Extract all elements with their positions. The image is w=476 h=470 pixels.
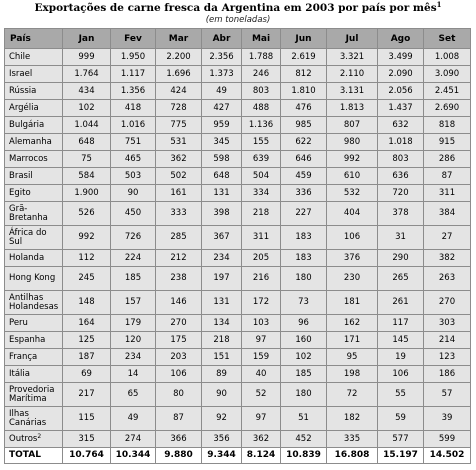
value-cell: 610 xyxy=(327,168,378,185)
table-row xyxy=(5,383,471,407)
value-cell: 205 xyxy=(242,250,281,267)
value-cell: 648 xyxy=(202,168,242,185)
country-name: Grã-Bretanha xyxy=(9,203,48,223)
value-cell: 274 xyxy=(111,431,156,448)
country-cell xyxy=(5,250,63,267)
value-cell: 424 xyxy=(156,83,202,100)
value-cell: 503 xyxy=(111,168,156,185)
country-cell xyxy=(5,226,63,250)
value-cell: 31 xyxy=(378,226,424,250)
value-cell: 90 xyxy=(111,185,156,202)
header-cell-month: Fev xyxy=(111,29,156,49)
header-cell-country: País xyxy=(5,29,63,49)
country-cell xyxy=(5,185,63,202)
value-cell: 120 xyxy=(111,332,156,349)
table-row xyxy=(5,134,471,151)
value-cell: 404 xyxy=(327,202,378,226)
value-cell: 185 xyxy=(111,267,156,291)
value-cell: 134 xyxy=(202,315,242,332)
value-cell: 1.044 xyxy=(63,117,111,134)
total-value-cell: 16.808 xyxy=(327,448,378,464)
value-cell: 646 xyxy=(281,151,327,168)
country-cell xyxy=(5,49,63,66)
value-cell: 87 xyxy=(424,168,471,185)
country-cell xyxy=(5,332,63,349)
table-row xyxy=(5,83,471,100)
country-name: Marrocos xyxy=(9,153,48,164)
value-cell: 636 xyxy=(378,168,424,185)
value-cell: 1.373 xyxy=(202,66,242,83)
value-cell: 95 xyxy=(327,349,378,366)
value-cell: 261 xyxy=(378,291,424,315)
total-value-cell: 9.880 xyxy=(156,448,202,464)
value-cell: 181 xyxy=(327,291,378,315)
value-cell: 1.950 xyxy=(111,49,156,66)
value-cell: 106 xyxy=(327,226,378,250)
value-cell: 131 xyxy=(202,185,242,202)
value-cell: 197 xyxy=(202,267,242,291)
country-cell xyxy=(5,117,63,134)
value-cell: 803 xyxy=(378,151,424,168)
value-cell: 367 xyxy=(202,226,242,250)
total-value-cell: 8.124 xyxy=(242,448,281,464)
value-cell: 812 xyxy=(281,66,327,83)
country-name: Antilhas Holandesas xyxy=(9,292,59,312)
country-cell xyxy=(5,202,63,226)
country-name: Egito xyxy=(9,187,31,198)
header-cell-month: Jun xyxy=(281,29,327,49)
value-cell: 807 xyxy=(327,117,378,134)
value-cell: 1.018 xyxy=(378,134,424,151)
table-body xyxy=(5,49,471,464)
value-cell: 39 xyxy=(424,407,471,431)
table-row xyxy=(5,332,471,349)
value-cell: 502 xyxy=(156,168,202,185)
table-row xyxy=(5,185,471,202)
value-cell: 2.356 xyxy=(202,49,242,66)
value-cell: 3.131 xyxy=(327,83,378,100)
table-row xyxy=(5,49,471,66)
value-cell: 980 xyxy=(327,134,378,151)
table-row xyxy=(5,117,471,134)
value-cell: 751 xyxy=(111,134,156,151)
value-cell: 69 xyxy=(63,366,111,383)
value-cell: 1.437 xyxy=(378,100,424,117)
value-cell: 384 xyxy=(424,202,471,226)
value-cell: 106 xyxy=(156,366,202,383)
value-cell: 203 xyxy=(156,349,202,366)
total-label: TOTAL xyxy=(5,448,63,464)
value-cell: 311 xyxy=(242,226,281,250)
value-cell: 504 xyxy=(242,168,281,185)
total-value-cell: 9.344 xyxy=(202,448,242,464)
value-cell: 726 xyxy=(111,226,156,250)
header-cell-month: Mar xyxy=(156,29,202,49)
value-cell: 1.008 xyxy=(424,49,471,66)
value-cell: 65 xyxy=(111,383,156,407)
value-cell: 106 xyxy=(378,366,424,383)
value-cell: 145 xyxy=(378,332,424,349)
value-cell: 356 xyxy=(202,431,242,448)
value-cell: 117 xyxy=(378,315,424,332)
value-cell: 246 xyxy=(242,66,281,83)
value-cell: 450 xyxy=(111,202,156,226)
header-cell-month: Jan xyxy=(63,29,111,49)
title-footnote-marker: 1 xyxy=(436,0,442,9)
value-cell: 125 xyxy=(63,332,111,349)
value-cell: 227 xyxy=(281,202,327,226)
value-cell: 97 xyxy=(242,407,281,431)
country-name: Provedoria Marítima xyxy=(9,384,55,404)
value-cell: 1.696 xyxy=(156,66,202,83)
value-cell: 362 xyxy=(242,431,281,448)
value-cell: 263 xyxy=(424,267,471,291)
country-cell xyxy=(5,151,63,168)
value-cell: 818 xyxy=(424,117,471,134)
value-cell: 73 xyxy=(281,291,327,315)
value-cell: 212 xyxy=(156,250,202,267)
country-name: França xyxy=(9,351,38,362)
value-cell: 362 xyxy=(156,151,202,168)
value-cell: 465 xyxy=(111,151,156,168)
value-cell: 49 xyxy=(111,407,156,431)
value-cell: 1.136 xyxy=(242,117,281,134)
value-cell: 376 xyxy=(327,250,378,267)
country-cell xyxy=(5,267,63,291)
value-cell: 245 xyxy=(63,267,111,291)
country-cell xyxy=(5,407,63,431)
table-row xyxy=(5,366,471,383)
value-cell: 992 xyxy=(63,226,111,250)
value-cell: 1.016 xyxy=(111,117,156,134)
value-cell: 418 xyxy=(111,100,156,117)
value-cell: 92 xyxy=(202,407,242,431)
total-value-cell: 10.764 xyxy=(63,448,111,464)
value-cell: 985 xyxy=(281,117,327,134)
value-cell: 622 xyxy=(281,134,327,151)
value-cell: 183 xyxy=(281,250,327,267)
value-cell: 218 xyxy=(202,332,242,349)
value-cell: 198 xyxy=(327,366,378,383)
total-value-cell: 10.344 xyxy=(111,448,156,464)
table-title xyxy=(0,2,476,14)
value-cell: 2.056 xyxy=(378,83,424,100)
value-cell: 131 xyxy=(202,291,242,315)
value-cell: 51 xyxy=(281,407,327,431)
value-cell: 148 xyxy=(63,291,111,315)
value-cell: 265 xyxy=(378,267,424,291)
value-cell: 285 xyxy=(156,226,202,250)
value-cell: 2.690 xyxy=(424,100,471,117)
country-cell xyxy=(5,349,63,366)
value-cell: 187 xyxy=(63,349,111,366)
value-cell: 182 xyxy=(327,407,378,431)
country-name: Chile xyxy=(9,51,31,62)
country-cell xyxy=(5,168,63,185)
value-cell: 427 xyxy=(202,100,242,117)
country-name: Holanda xyxy=(9,252,45,263)
value-cell: 185 xyxy=(281,366,327,383)
value-cell: 103 xyxy=(242,315,281,332)
value-cell: 97 xyxy=(242,332,281,349)
value-cell: 959 xyxy=(202,117,242,134)
value-cell: 179 xyxy=(111,315,156,332)
value-cell: 90 xyxy=(202,383,242,407)
value-cell: 40 xyxy=(242,366,281,383)
country-name: Peru xyxy=(9,317,28,328)
value-cell: 234 xyxy=(202,250,242,267)
value-cell: 2.451 xyxy=(424,83,471,100)
value-cell: 311 xyxy=(424,185,471,202)
value-cell: 171 xyxy=(327,332,378,349)
country-cell xyxy=(5,291,63,315)
table-row xyxy=(5,250,471,267)
table-row xyxy=(5,168,471,185)
country-name: Ilhas Canárias xyxy=(9,408,47,428)
value-cell: 1.810 xyxy=(281,83,327,100)
header-cell-month: Ago xyxy=(378,29,424,49)
value-cell: 720 xyxy=(378,185,424,202)
value-cell: 270 xyxy=(424,291,471,315)
country-cell xyxy=(5,83,63,100)
table-row xyxy=(5,407,471,431)
value-cell: 180 xyxy=(281,383,327,407)
country-name: Itália xyxy=(9,368,30,379)
value-cell: 1.117 xyxy=(111,66,156,83)
value-cell: 57 xyxy=(424,383,471,407)
value-cell: 335 xyxy=(327,431,378,448)
value-cell: 459 xyxy=(281,168,327,185)
value-cell: 476 xyxy=(281,100,327,117)
total-value-cell: 15.197 xyxy=(378,448,424,464)
value-cell: 366 xyxy=(156,431,202,448)
total-row xyxy=(5,448,471,464)
value-cell: 160 xyxy=(281,332,327,349)
value-cell: 434 xyxy=(63,83,111,100)
value-cell: 224 xyxy=(111,250,156,267)
value-cell: 217 xyxy=(63,383,111,407)
value-cell: 1.900 xyxy=(63,185,111,202)
value-cell: 162 xyxy=(327,315,378,332)
value-cell: 123 xyxy=(424,349,471,366)
table-row xyxy=(5,151,471,168)
value-cell: 175 xyxy=(156,332,202,349)
value-cell: 80 xyxy=(156,383,202,407)
value-cell: 532 xyxy=(327,185,378,202)
value-cell: 1.788 xyxy=(242,49,281,66)
value-cell: 3.499 xyxy=(378,49,424,66)
value-cell: 632 xyxy=(378,117,424,134)
value-cell: 72 xyxy=(327,383,378,407)
value-cell: 334 xyxy=(242,185,281,202)
value-cell: 216 xyxy=(242,267,281,291)
table-row xyxy=(5,315,471,332)
value-cell: 96 xyxy=(281,315,327,332)
value-cell: 599 xyxy=(424,431,471,448)
country-cell xyxy=(5,315,63,332)
table-row xyxy=(5,267,471,291)
table-row xyxy=(5,226,471,250)
value-cell: 161 xyxy=(156,185,202,202)
table-row xyxy=(5,431,471,448)
value-cell: 992 xyxy=(327,151,378,168)
total-value-cell: 10.839 xyxy=(281,448,327,464)
value-cell: 2.619 xyxy=(281,49,327,66)
country-name: Argélia xyxy=(9,102,39,113)
value-cell: 452 xyxy=(281,431,327,448)
header-cell-month: Abr xyxy=(202,29,242,49)
value-cell: 19 xyxy=(378,349,424,366)
country-name: Hong Kong xyxy=(9,273,56,283)
value-cell: 728 xyxy=(156,100,202,117)
country-name: Outros xyxy=(9,433,38,444)
value-cell: 183 xyxy=(281,226,327,250)
value-cell: 59 xyxy=(378,407,424,431)
value-cell: 382 xyxy=(424,250,471,267)
value-cell: 775 xyxy=(156,117,202,134)
value-cell: 102 xyxy=(63,100,111,117)
value-cell: 3.321 xyxy=(327,49,378,66)
value-cell: 270 xyxy=(156,315,202,332)
country-cell xyxy=(5,366,63,383)
value-cell: 146 xyxy=(156,291,202,315)
table-row xyxy=(5,66,471,83)
country-cell xyxy=(5,134,63,151)
value-cell: 172 xyxy=(242,291,281,315)
value-cell: 112 xyxy=(63,250,111,267)
value-cell: 151 xyxy=(202,349,242,366)
value-cell: 27 xyxy=(424,226,471,250)
country-name: Espanha xyxy=(9,334,46,345)
table-title-text: Exportações de carne fresca da Argentina em 2003 por país por mês xyxy=(34,2,437,14)
value-cell: 1.764 xyxy=(63,66,111,83)
value-cell: 155 xyxy=(242,134,281,151)
value-cell: 180 xyxy=(281,267,327,291)
country-name: Brasil xyxy=(9,170,33,181)
country-footnote-marker: 2 xyxy=(37,432,42,440)
country-name: Alemanha xyxy=(9,136,52,147)
value-cell: 1.356 xyxy=(111,83,156,100)
table-subtitle: (em toneladas) xyxy=(205,15,271,25)
table-row xyxy=(5,349,471,366)
value-cell: 584 xyxy=(63,168,111,185)
value-cell: 378 xyxy=(378,202,424,226)
value-cell: 214 xyxy=(424,332,471,349)
value-cell: 52 xyxy=(242,383,281,407)
value-cell: 238 xyxy=(156,267,202,291)
value-cell: 2.090 xyxy=(378,66,424,83)
value-cell: 488 xyxy=(242,100,281,117)
value-cell: 648 xyxy=(63,134,111,151)
value-cell: 14 xyxy=(111,366,156,383)
header-row xyxy=(5,29,471,49)
value-cell: 2.200 xyxy=(156,49,202,66)
header-cell-month: Set xyxy=(424,29,471,49)
value-cell: 803 xyxy=(242,83,281,100)
total-value-cell: 14.502 xyxy=(424,448,471,464)
exports-table xyxy=(4,28,471,464)
value-cell: 3.090 xyxy=(424,66,471,83)
value-cell: 526 xyxy=(63,202,111,226)
value-cell: 336 xyxy=(281,185,327,202)
value-cell: 333 xyxy=(156,202,202,226)
country-cell xyxy=(5,383,63,407)
value-cell: 345 xyxy=(202,134,242,151)
table-row xyxy=(5,100,471,117)
value-cell: 639 xyxy=(242,151,281,168)
country-name: Bulgária xyxy=(9,119,45,130)
value-cell: 230 xyxy=(327,267,378,291)
value-cell: 157 xyxy=(111,291,156,315)
country-cell xyxy=(5,66,63,83)
value-cell: 303 xyxy=(424,315,471,332)
country-name: Rússia xyxy=(9,85,37,96)
value-cell: 2.110 xyxy=(327,66,378,83)
header-cell-month: Mai xyxy=(242,29,281,49)
value-cell: 102 xyxy=(281,349,327,366)
value-cell: 915 xyxy=(424,134,471,151)
value-cell: 398 xyxy=(202,202,242,226)
value-cell: 115 xyxy=(63,407,111,431)
value-cell: 55 xyxy=(378,383,424,407)
value-cell: 75 xyxy=(63,151,111,168)
value-cell: 234 xyxy=(111,349,156,366)
header-cell-month: Jul xyxy=(327,29,378,49)
value-cell: 49 xyxy=(202,83,242,100)
country-cell xyxy=(5,431,63,448)
table-row xyxy=(5,202,471,226)
value-cell: 186 xyxy=(424,366,471,383)
table-row xyxy=(5,291,471,315)
country-name: África do Sul xyxy=(9,227,47,247)
country-cell xyxy=(5,100,63,117)
value-cell: 999 xyxy=(63,49,111,66)
value-cell: 577 xyxy=(378,431,424,448)
country-name: Israel xyxy=(9,68,33,79)
value-cell: 89 xyxy=(202,366,242,383)
value-cell: 315 xyxy=(63,431,111,448)
value-cell: 1.813 xyxy=(327,100,378,117)
value-cell: 164 xyxy=(63,315,111,332)
value-cell: 531 xyxy=(156,134,202,151)
value-cell: 290 xyxy=(378,250,424,267)
value-cell: 598 xyxy=(202,151,242,168)
value-cell: 159 xyxy=(242,349,281,366)
value-cell: 286 xyxy=(424,151,471,168)
value-cell: 218 xyxy=(242,202,281,226)
value-cell: 87 xyxy=(156,407,202,431)
